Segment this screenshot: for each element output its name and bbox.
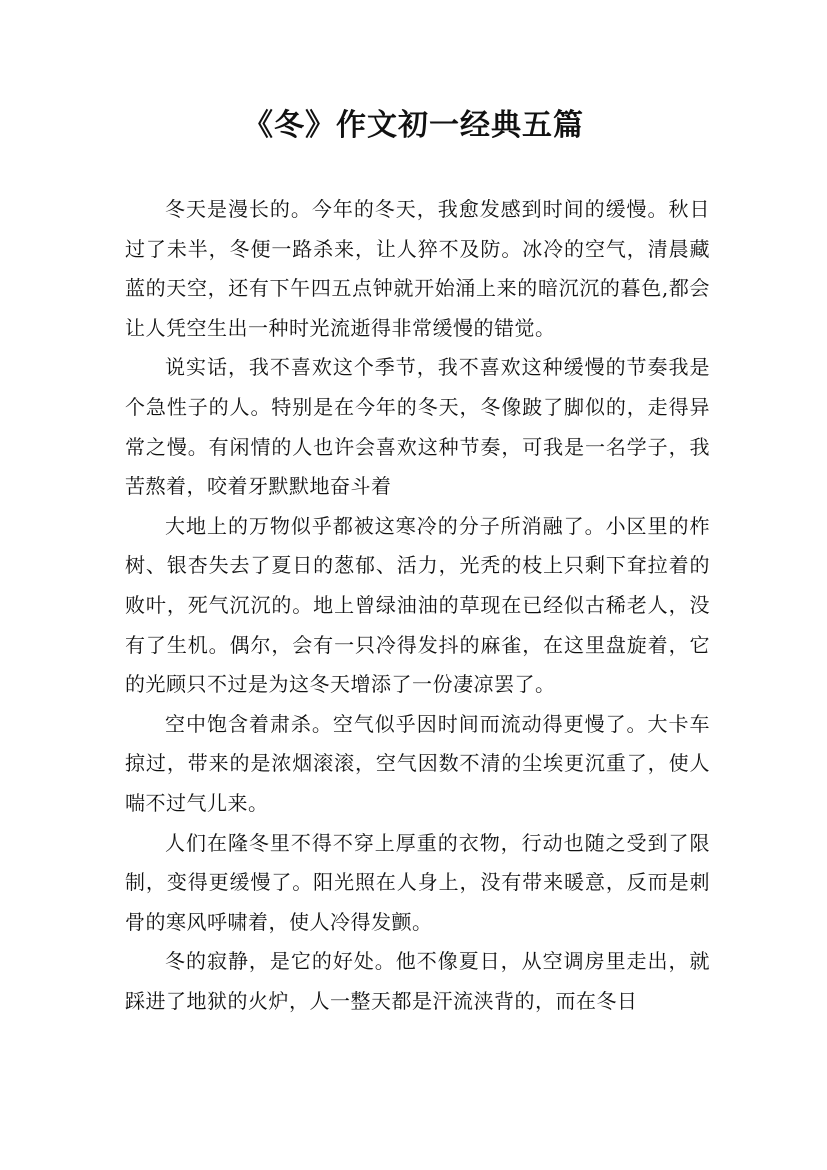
paragraph-4: 空中饱含着肃杀。空气似乎因时间而流动得更慢了。大卡车掠过，带来的是浓烟滚滚，空气因数不清的尘埃更沉重了，使人喘不过气儿来。	[125, 711, 710, 815]
paragraph-2: 说实话，我不喜欢这个季节，我不喜欢这种缓慢的节奏我是个急性子的人。特别是在今年的冬天，冬像跛了脚似的，走得异常之慢。有闲情的人也许会喜欢这种节奏，可我是一名学子，我苦熬着，咬着牙默默地奋斗着	[125, 355, 710, 499]
document-title: 《冬》作文初一经典五篇	[243, 108, 584, 143]
paragraph-5: 人们在隆冬里不得不穿上厚重的衣物，行动也随之受到了限制，变得更缓慢了。阳光照在人身上，没有带来暖意，反而是刺骨的寒风呼啸着，使人冷得发颤。	[125, 830, 710, 934]
paragraph-3: 大地上的万物似乎都被这寒冷的分子所消融了。小区里的柞树、银杏失去了夏日的葱郁、活力，光秃的枝上只剩下耷拉着的败叶，死气沉沉的。地上曾绿油油的草现在已经似古稀老人，没有了生机。偶尔，会有一只冷得发抖的麻雀，在这里盘旋着，它的光顾只不过是为这冬天增添了一份凄凉罢了。	[125, 513, 710, 697]
paragraph-1: 冬天是漫长的。今年的冬天，我愈发感到时间的缓慢。秋日过了未半，冬便一路杀来，让人猝不及防。冰冷的空气，清晨藏蓝的天空，还有下午四五点钟就开始涌上来的暗沉沉的暮色,都会让人凭空生出一种时光流逝得非常缓慢的错觉。	[125, 197, 710, 340]
paragraph-6: 冬的寂静，是它的好处。他不像夏日，从空调房里走出，就踩进了地狱的火炉，人一整天都是汗流浃背的，而在冬日	[125, 949, 710, 1013]
document-body	[125, 190, 710, 1021]
